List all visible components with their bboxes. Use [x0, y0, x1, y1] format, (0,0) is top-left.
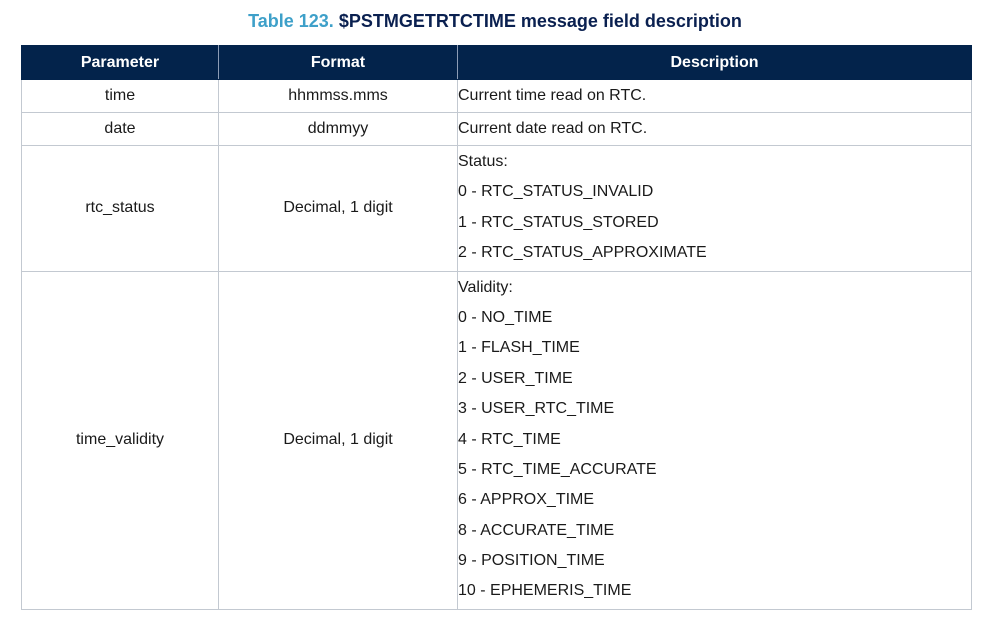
header-description: Description [458, 46, 972, 80]
description-line: 8 - ACCURATE_TIME [458, 521, 615, 539]
description-line: 6 - APPROX_TIME [458, 491, 595, 509]
table-row [22, 80, 972, 113]
table-row [22, 271, 972, 609]
field-description-table [21, 45, 972, 610]
format-cell: ddmmyy [219, 113, 458, 146]
description-cell: Current date read on RTC. [458, 113, 972, 146]
description-cell [458, 271, 972, 609]
parameter-cell: date [22, 113, 219, 146]
description-cell [458, 146, 972, 272]
table-caption-number: Table 123. [248, 11, 334, 31]
description-line: 1 - RTC_STATUS_STORED [458, 213, 659, 231]
format-cell: hhmmss.mms [219, 80, 458, 113]
description-line: 1 - FLASH_TIME [458, 339, 580, 357]
table-header-row [22, 46, 972, 80]
description-line: Validity: [458, 278, 513, 296]
header-parameter: Parameter [22, 46, 219, 80]
table-row [22, 146, 972, 272]
table-caption [0, 9, 990, 33]
description-line: 3 - USER_RTC_TIME [458, 400, 615, 418]
description-line: 0 - NO_TIME [458, 308, 553, 326]
description-line: Status: [458, 153, 508, 170]
description-cell: Current time read on RTC. [458, 80, 972, 113]
parameter-cell: time [22, 80, 219, 113]
parameter-cell: rtc_status [22, 146, 219, 272]
description-line: 5 - RTC_TIME_ACCURATE [458, 460, 657, 478]
description-line: 2 - RTC_STATUS_APPROXIMATE [458, 244, 707, 262]
table-row [22, 113, 972, 146]
description-line: 2 - USER_TIME [458, 369, 573, 387]
description-line: 0 - RTC_STATUS_INVALID [458, 183, 654, 201]
format-cell: Decimal, 1 digit [219, 271, 458, 609]
format-cell: Decimal, 1 digit [219, 146, 458, 272]
description-line: 9 - POSITION_TIME [458, 552, 605, 570]
header-format: Format [219, 46, 458, 80]
description-line: 4 - RTC_TIME [458, 430, 561, 448]
description-line: 10 - EPHEMERIS_TIME [458, 582, 632, 600]
parameter-cell: time_validity [22, 271, 219, 609]
table-caption-title: $PSTMGETRTCTIME message field description [338, 11, 742, 31]
